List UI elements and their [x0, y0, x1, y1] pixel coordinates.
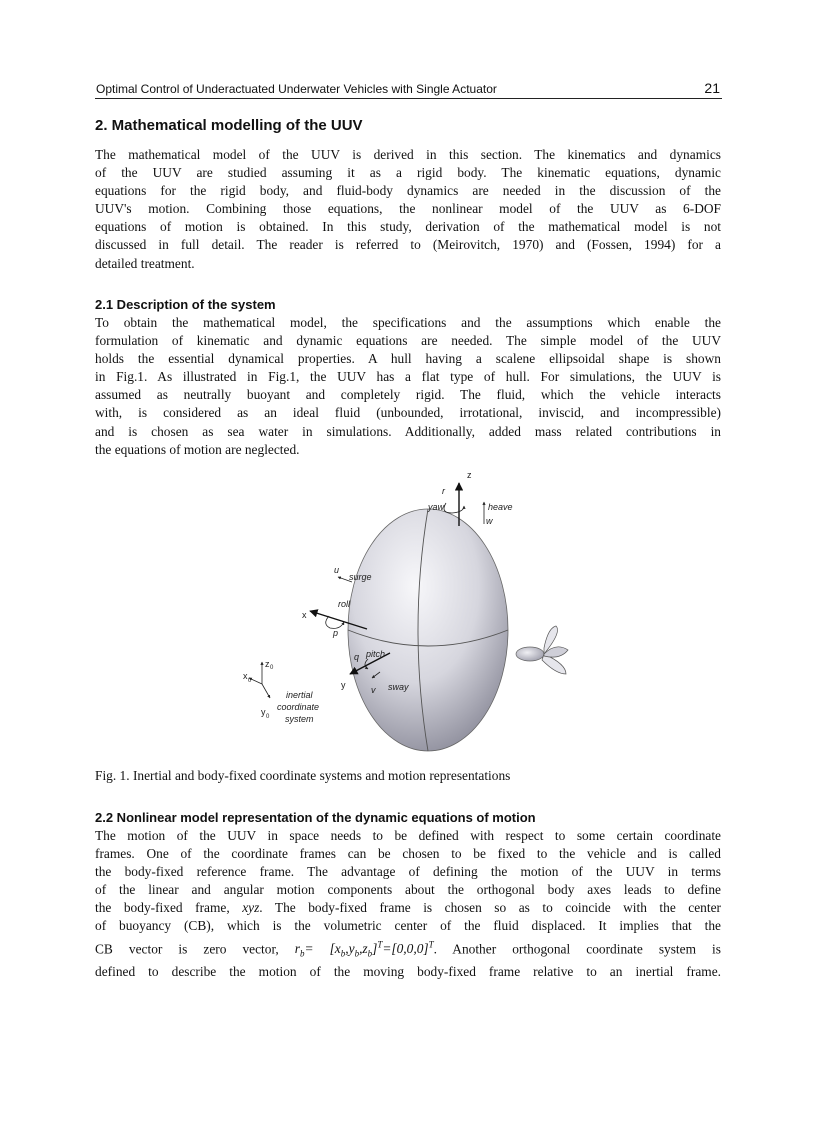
propeller: [516, 626, 568, 674]
inertial-label-line2: coordinate: [277, 702, 320, 712]
section-2-1-paragraph: To obtain the mathematical model, the specifications and the assumptions which enable the formulation of kinematic and dynamic equations are needed. The simple model of the UUV holds the essential dynamical properties. A hull having a scalene ellipsoidal shape is shown in Fig.1. As illustrated in Fig.1, the UUV has a flat type of hull. For simulations, the UUV is assumed as neutrally buoyant and completely rigid. The fluid, which the vehicle interacts with, is considered as an ideal fluid (unbounded, irrotational, inviscid, and incompressible) and is chosen as sea water in simulations. Additionally, added mass related contributions in the equations of motion are neglected.: [95, 315, 721, 457]
label-pitch: pitch: [366, 649, 386, 659]
uuv-figure: [230, 466, 600, 762]
line-body-fixed-frame: the body-fixed frame, xyz. The body-fixed frame is chosen so as to coincide with the center: [95, 900, 721, 916]
inertial-frame: [243, 659, 319, 724]
label-y0: y: [261, 707, 266, 717]
label-sway: sway: [388, 682, 409, 692]
label-r: r: [442, 486, 445, 496]
inertial-label-line3: system: [285, 714, 314, 724]
label-q: q: [354, 652, 360, 662]
roll-arc: [326, 616, 344, 628]
label-y: y: [341, 680, 346, 690]
label-w: w: [486, 516, 493, 526]
inertial-label-line1: inertial: [286, 690, 313, 700]
page-number: 21: [704, 80, 720, 96]
section-2-2-paragraph: The motion of the UUV in space needs to be defined with respect to some certain coordinate frames. One of the coordinate frames can be chosen to be fixed to the vehicle and is called the body-fixed reference frame. The advantage of defining the motion of the UUV in terms of the linear and angular motion components about the orthogonal body axes leads to define the body-fixed frame, xyz. The body-fixed frame is chosen so as to coincide with the center of buoyancy (CB), which is the volumetric center of the fluid displaced. It implies that the CB vector is zero vector, $r_b= [x_b,y_b,z_b]^T=[0,0,0]^T$. Another orthogonal coordinate system is defined to describe the motion of the moving body-fixed frame relative to an inertial frame.: [95, 828, 721, 979]
uuv-hull: [348, 509, 508, 751]
label-z: z: [467, 470, 472, 480]
figure-caption: Fig. 1. Inertial and body-fixed coordinate systems and motion representations: [95, 768, 511, 783]
label-x0: x: [243, 671, 248, 681]
label-roll: roll: [338, 599, 351, 609]
section-2-paragraph: The mathematical model of the UUV is derived in this section. The kinematics and dynamics of the UUV are studied assuming it as a rigid body. The kinematic equations, dynamic equations for the rigid body, and fluid-body dynamics are needed in the discussion of the UUV's motion. Combining those equations, the nonlinear model of the UUV as 6-DOF equations of motion is obtained. In this study, derivation of the mathematical model is not discussed in full detail. The reader is referred to (Meirovitch, 1970) and (Fossen, 1994) for a detailed treatment.: [95, 147, 721, 271]
label-u: u: [334, 565, 340, 575]
running-header: [95, 80, 722, 99]
section-2-1-heading: 2.1 Description of the system: [95, 297, 276, 312]
line-cb-vector: CB vector is zero vector, $r_b= [x_b,y_b,z_b]^T=[0,0,0]^T$. Another orthogonal coordinate system is: [95, 939, 721, 959]
label-heave: heave: [488, 502, 513, 512]
label-z0-sub: 0: [270, 665, 274, 671]
label-p: p: [333, 628, 339, 638]
label-x0-sub: 0: [248, 678, 252, 684]
running-title: Optimal Control of Underactuated Underwater Vehicles with Single Actuator: [96, 82, 497, 96]
label-x: x: [302, 610, 307, 620]
section-2-heading: 2. Mathematical modelling of the UUV: [95, 117, 363, 134]
label-y0-sub: 0: [266, 714, 270, 720]
label-z0: z: [265, 659, 270, 669]
section-2-2-heading: 2.2 Nonlinear model representation of the dynamic equations of motion: [95, 810, 536, 825]
label-surge: surge: [349, 572, 372, 582]
label-v: v: [371, 685, 376, 695]
label-yaw: yaw: [428, 502, 445, 512]
yaw-arc: [444, 503, 464, 513]
